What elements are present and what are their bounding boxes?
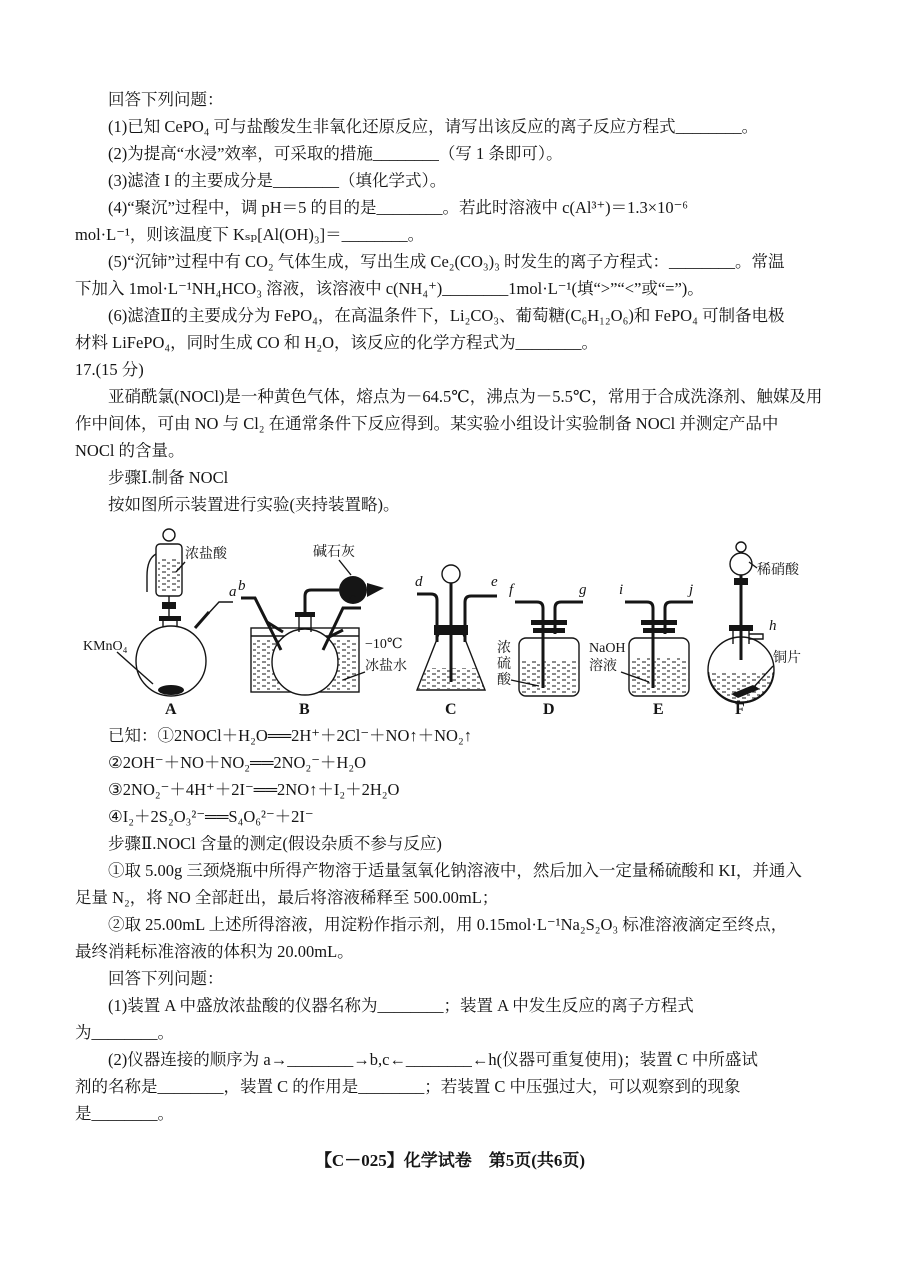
funnel-ball xyxy=(730,553,752,575)
center-neck-stopper xyxy=(295,612,315,617)
text-line: (5)“沉铈”过程中有 CO₂ 气体生成，写出生成 Ce₂(CO₃)₃ 时发生的离子方程式：________。常温 xyxy=(108,252,785,271)
letter-c: C xyxy=(445,701,457,718)
apparatus-b xyxy=(238,544,407,718)
port-j-label: j xyxy=(689,582,694,598)
text-line: (1)装置 A 中盛放浓盐酸的仪器名称为________；装置 A 中发生反应的离子方程式 xyxy=(108,996,694,1015)
step-1-header: 步骤Ⅰ.制备 NOCl xyxy=(108,468,229,487)
soda-lime-label: 碱石灰 xyxy=(313,545,355,560)
bottle-d-stopper1 xyxy=(531,620,567,625)
text-line: ①取 5.00g 三颈烧瓶中所得产物溶于适量氢氧化钠溶液中，然后加入一定量稀硫酸和 KI，并通入 xyxy=(108,861,802,880)
page-footer: 【C－025】化学试卷 第5页(共6页) xyxy=(314,1151,586,1170)
tube-to-sodalime xyxy=(305,590,339,612)
text-line: 亚硝酰氯(NOCl)是一种黄色气体，熔点为－64.5℃，沸点为－5.5℃，常用于合成洗涤剂、触媒及用 xyxy=(108,387,823,406)
brine-label: 冰盐水 xyxy=(365,659,407,674)
hcl-label: 浓盐酸 xyxy=(185,547,227,562)
question-17-header: 17.(15 分) xyxy=(75,360,144,379)
stopcock xyxy=(162,602,176,609)
exam-content xyxy=(75,86,855,1127)
port-d-label: d xyxy=(415,574,423,590)
kmno4-label: KMnO₄ xyxy=(83,639,128,654)
naoh-label-1: NaOH xyxy=(589,641,626,656)
known-equation-3: ③2NO₂⁻＋4H⁺＋2I⁻══2NO↑＋I₂＋2H₂O xyxy=(108,780,400,799)
port-g-label: g xyxy=(579,582,587,598)
safety-bulb xyxy=(442,565,460,583)
text-line: 最终消耗标准溶液的体积为 20.00mL。 xyxy=(75,942,354,961)
text-line: (2)为提高“水浸”效率，可采取的措施________（写 1 条即可）。 xyxy=(108,144,563,163)
port-b-label: b xyxy=(238,578,246,594)
text-line: 为________。 xyxy=(75,1023,174,1042)
apparatus-d xyxy=(497,582,587,718)
letter-e: E xyxy=(653,701,664,718)
port-h-label: h xyxy=(769,618,777,634)
h2so4-label-3: 酸 xyxy=(497,673,511,688)
h2so4-label-2: 硫 xyxy=(497,657,511,672)
naoh-label-2: 溶液 xyxy=(589,659,617,674)
text-line: NOCl 的含量。 xyxy=(75,441,185,460)
text-line: (3)滤渣 I 的主要成分是________（填化学式）。 xyxy=(108,171,447,190)
text-line: (4)“聚沉”过程中，调 pH＝5 的目的是________。若此时溶液中 c(Al³⁺)＝1.3×10⁻⁶ xyxy=(108,198,689,217)
bottle-e-stopper1 xyxy=(641,620,677,625)
h2so4-liquid xyxy=(521,660,577,694)
known-equation-2: ②2OH⁻＋NO＋NO₂══2NO₂⁻＋H₂O xyxy=(108,753,367,772)
funnel-knob xyxy=(736,542,746,552)
soda-lime-pointer xyxy=(339,560,351,575)
text-line: 回答下列问题： xyxy=(108,90,224,109)
soda-lime-nozzle xyxy=(367,583,384,597)
port-c-label: c xyxy=(349,590,356,606)
apparatus-c xyxy=(415,565,498,718)
text-line: ②取 25.00mL 上述所得溶液，用淀粉作指示剂，用 0.15mol·L⁻¹Na₂S₂O₃ 标准溶液滴定至终点， xyxy=(108,915,788,934)
text-line: 下加入 1mol·L⁻¹NH₄HCO₃ 溶液，该溶液中 c(NH₄⁺)________1mol·L⁻¹(填“>”“<”或“=”)。 xyxy=(75,279,704,298)
bottle-e-stopper2 xyxy=(643,628,675,633)
tube-e xyxy=(465,596,497,642)
port-a-label: a xyxy=(229,584,237,600)
hcl-liquid xyxy=(158,558,180,592)
apparatus-diagram xyxy=(81,522,855,720)
text-line: (6)滤渣Ⅱ的主要成分为 FePO₄，在高温条件下，Li₂CO₃、葡萄糖(C₆H₁₂O₆)和 FePO₄ 可制备电极 xyxy=(108,306,785,325)
text-line: (1)已知 CePO₄ 可与盐酸发生非氧化还原反应，请写出该反应的离子反应方程式________。 xyxy=(108,117,759,136)
hno3-label: 稀硝酸 xyxy=(757,563,799,578)
apparatus-e xyxy=(589,582,693,718)
text-line: 材料 LiFePO₄，同时生成 CO 和 H₂O，该反应的化学方程式为________。 xyxy=(75,333,599,352)
text-line: (2)仪器连接的顺序为 a→________→b,c←________←h(仪器可重复使用)；装置 C 中所盛试 xyxy=(108,1050,758,1069)
funnel-side-arm xyxy=(147,554,156,592)
temp-label: −10℃ xyxy=(365,637,403,652)
kmno4-solid xyxy=(158,685,184,695)
port-e-label: e xyxy=(491,574,498,590)
known-equation-4: ④I₂＋2S₂O₃²⁻══S₄O₆²⁻＋2I⁻ xyxy=(108,807,314,826)
copper-label: 铜片 xyxy=(773,651,801,666)
text-line: 是________。 xyxy=(75,1104,174,1123)
h2so4-label-1: 浓 xyxy=(497,641,511,656)
apparatus-a xyxy=(83,529,237,718)
funnel-stopper xyxy=(163,529,175,541)
text-line: 按如图所示装置进行实验(夹持装置略)。 xyxy=(108,495,400,514)
outlet-tube-a xyxy=(207,602,233,615)
apparatus-f xyxy=(708,542,801,718)
letter-b: B xyxy=(299,701,310,718)
text-line: 剂的名称是________，装置 C 的作用是________；若装置 C 中压强过大，可以观察到的现象 xyxy=(75,1077,741,1096)
known-equation-1: 已知：①2NOCl＋H₂O══2H⁺＋2Cl⁻＋NO↑＋NO₂↑ xyxy=(108,726,472,745)
text-line: mol·L⁻¹，则该温度下 Kₛₚ[Al(OH)₃]＝________。 xyxy=(75,225,425,244)
flask-neck-stopper xyxy=(159,616,181,621)
port-f-label: f xyxy=(509,582,514,598)
port-i-label: i xyxy=(619,582,624,598)
letter-d: D xyxy=(543,701,555,718)
text-line: 作中间体，可由 NO 与 Cl₂ 在通常条件下反应得到。某实验小组设计实验制备 NOCl 并测定产品中 xyxy=(75,414,779,433)
naoh-liquid xyxy=(631,658,687,694)
step-2-header: 步骤Ⅱ.NOCl 含量的测定(假设杂质不参与反应) xyxy=(108,834,442,853)
letter-f: F xyxy=(735,701,745,718)
text-line: 回答下列问题： xyxy=(108,969,224,988)
bottle-d-stopper2 xyxy=(533,628,565,633)
text-line: 足量 N₂，将 NO 全部赶出，最后将溶液稀释至 500.00mL； xyxy=(75,888,499,907)
letter-a: A xyxy=(165,701,177,718)
